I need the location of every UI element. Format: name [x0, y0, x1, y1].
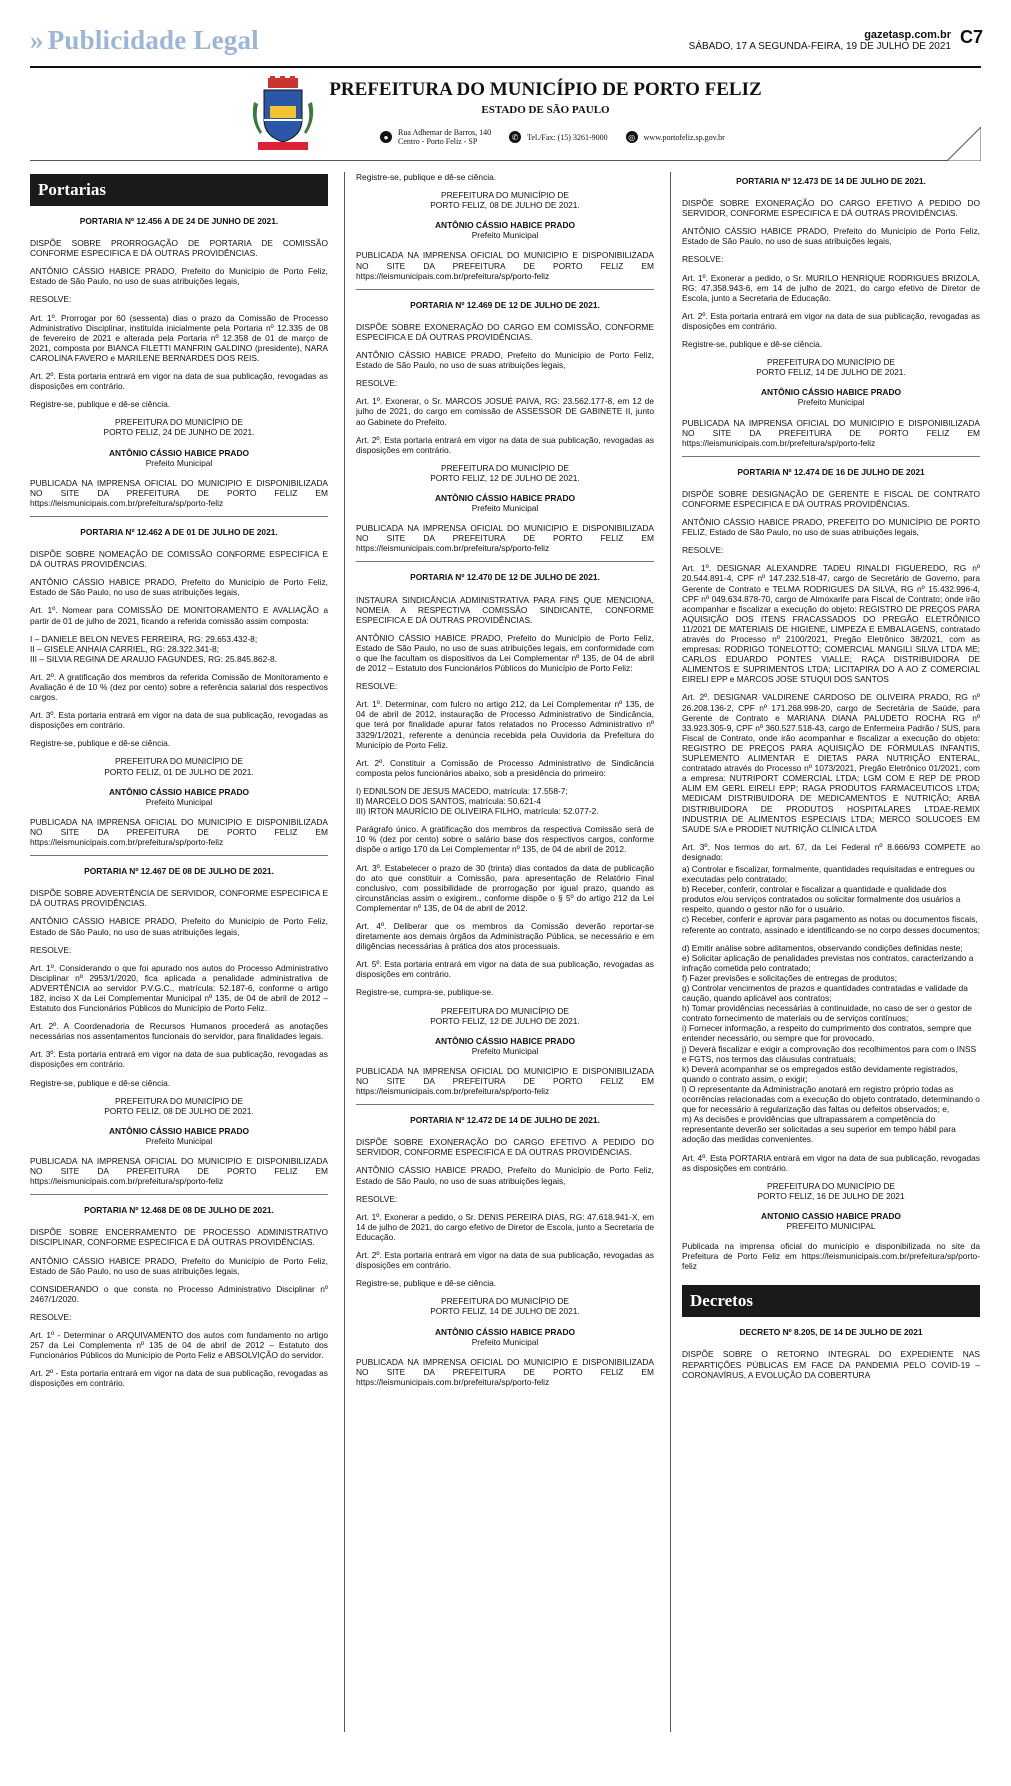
portaria-title: PORTARIA Nº 12.456 A DE 24 DE JUNHO DE 2021.: [79, 216, 279, 226]
portaria-ementa: DISPÕE SOBRE PRORROGAÇÃO DE PORTARIA DE COMISSÃO CONFORME ESPECIFICA E DÁ OUTRAS PROVIDÊNCIAS.: [30, 238, 328, 259]
paragraph: Parágrafo único. A gratificação dos membros da respectiva Comissão será de 10 % (dez por cento) sobre o salário base dos respectivos cargos, conforme dispõe o artigo 170 da Lei Complementar nº 135, de 04 de abril de 2012.: [356, 824, 654, 855]
register-line: Registre-se, publique e dê-se ciência.: [30, 738, 171, 749]
decreto-title: DECRETO Nº 8.205, DE 14 DE JULHO DE 2021: [739, 1327, 923, 1338]
issue-date: SÁBADO, 17 A SEGUNDA-FEIRA, 19 DE JULHO DE 2021: [688, 41, 951, 52]
member-list: [356, 786, 654, 816]
website-link[interactable]: www.portofeliz.sp.gov.br: [643, 132, 725, 142]
date-line: PORTO FELIZ, 12 DE JULHO DE 2021.: [430, 1015, 580, 1026]
separator: [30, 1194, 328, 1195]
decretos-heading-text: Decretos: [690, 1291, 753, 1311]
article: Art. 1º. Nomear para COMISSÃO DE MONITORAMENTO E AVALIAÇÃO a partir de 01 de julho de 2021, ficando a referida comissão assim composta:: [30, 605, 328, 626]
resolve-label: RESOLVE:: [30, 294, 72, 305]
decretos-heading: [682, 1285, 980, 1317]
article: Art. 1º. Prorrogar por 60 (sessenta) dias o prazo da Comissão de Processo Administrativo Disciplinar, instituída inicialmente pela Portaria nº 12.335 de 08 de fevereiro de 2021 e alterada pela Portaria nº 12.358 de 01 de março de 2021, composta por BIANCA FILETTI MANFRIN GALDINO (presidente), NARA CAROLINA FAVERO e MARILENE BERNARDES DOS REIS.: [30, 312, 328, 363]
globe-icon: ◎: [626, 131, 638, 143]
signer-name: ANTÔNIO CÁSSIO HABICE PRADO: [108, 786, 250, 797]
signer-role: Prefeito Municipal: [145, 796, 213, 807]
section-title: [30, 25, 259, 56]
portaria-title: PORTARIA Nº 12.472 DE 14 DE JULHO DE 2021.: [410, 1115, 600, 1126]
publish-note: PUBLICADA NA IMPRENSA OFICIAL DO MUNICIPIO E DISPONIBILIZADA NO SITE DA PREFEITURA DE PORTO FELIZ EM https://leismunicipais.com.br/prefeitura/sp/porto-feliz: [356, 1065, 654, 1097]
portaria-title: PORTARIA Nº 12.462 A DE 01 DE JULHO DE 2021.: [80, 526, 278, 537]
portarias-heading-text: Portarias: [38, 180, 106, 199]
considerando: CONSIDERANDO o que consta no Processo Administrativo Disciplinar nº 2467/1/2020.: [30, 1283, 328, 1304]
article: Art. 1º. DESIGNAR ALEXANDRE TADEU RINALDI FIGUEREDO, RG nº 20.544.891-4, CPF nº 147.232.518-47, cargo de Secretário de Governo, para Gerente de Contrato e TELMA RODRIGUES DA SILVA, RG nº 15.432.996-4, CPF nº 049.634.878-70, cargo de Almoxarife para Fiscal de Contrato; onde irão acompanhar e fiscalizar a execução do objeto: REGISTRO DE PREÇOS PARA AQUISIÇÃO DOS ITENS FRACASSADOS DO PREGÃO ELETRÔNICO 11/2021 DE MATERIAIS DE HIGIENE, LIMPEZA E EMBALAGENS, contratado através do Processo nº 2100/2021, Pregão Eletrônico 38/2021, com as empresas: RODRIGO TONELOTTO; COMERCIAL MANGILI SILVA LTDA ME; CARLOS EDUARDO PONTES VIALLE; RAÇA DISTRIBUIDORA DE ALIMENTOS E SUPRIMENTOS LTDA; LICITAPIRA DO A AO Z COMERCIAL EIRELI EPP e MARCOS JOSE STUQUI DOS SANTOS: [682, 563, 980, 685]
date-line: PORTO FELIZ, 08 DE JULHO DE 2021.: [104, 1105, 254, 1116]
portaria-title: PORTARIA Nº 12.467 DE 08 DE JULHO DE 2021.: [84, 866, 274, 877]
portaria-ementa: DISPÕE SOBRE NOMEAÇÃO DE COMISSÃO CONFORME ESPECIFICA E DÁ OUTRAS PROVIDÊNCIAS.: [30, 549, 328, 570]
publish-note: PUBLICADA NA IMPRENSA OFICIAL DO MUNICIPIO E DISPONIBILIZADA NO SITE DA PREFEITURA DE PORTO FELIZ EM https://leismunicipais.com.br/prefeitura/sp/porto-feliz: [682, 417, 980, 448]
list-item: e) Solicitar aplicação de penalidades previstas nos contratos, caracterizando a infração cometida pelo contratado;: [682, 952, 974, 973]
member-list: [30, 634, 328, 664]
portaria-intro: ANTÔNIO CÁSSIO HABICE PRADO, Prefeito do Município de Porto Feliz, Estado de São Paulo, no uso de suas atribuições legais,: [682, 226, 980, 247]
address-line-1: Rua Adhemar de Barros, 140: [398, 128, 492, 137]
column-3: [682, 172, 980, 1732]
article: Art. 1º. Considerando o que foi apurado nos autos do Processo Administrativo Disciplinar nº 2953/1/2020, fica aplicada a penalidade administrativa de ADVERTÊNCIA ao servidor P.V.G.C., matrícula: 52.187-6, conforme o artigo 182, inciso X da Lei Complementar Municipal nº 135, de 04 de abril de 2012 – Estatuto dos Funcionários Públicos do Município de Porto Feliz.: [30, 962, 328, 1014]
list-item: c) Receber, conferir e aprovar para pagamento as notas ou documentos fiscais, referente ao contrato, assinado e identificando-se no corpo desses documentos;: [682, 914, 980, 935]
list-item: h) Tomar providências necessárias à continuidade, no caso de ser o gestor de contrato fornecimento de materiais ou de serviços contínuos;: [682, 1003, 972, 1024]
page-number: C7: [959, 27, 983, 47]
register-line: Registre-se, cumpra-se, publique-se.: [356, 987, 494, 998]
separator: [30, 855, 328, 856]
portaria-title: PORTARIA Nº 12.473 DE 14 DE JULHO DE 2021.: [736, 176, 926, 186]
site-url[interactable]: gazetasp.com.br: [864, 29, 951, 41]
place-line: PREFEITURA DO MUNICÍPIO DE: [441, 190, 569, 201]
portaria-title: PORTARIA Nº 12.474 DE 16 DE JULHO DE 2021: [737, 466, 925, 477]
list-item: III – SILVIA REGINA DE ARAUJO FAGUNDES, RG: 25.845.862-8.: [30, 653, 278, 664]
page-header: [30, 25, 981, 65]
portaria-intro: ANTÔNIO CÁSSIO HABICE PRADO, Prefeito do Município de Porto Feliz, Estado de São Paulo, no uso de suas atribuições legais,: [356, 1165, 654, 1186]
article: Art. 2º. DESIGNAR VALDIRENE CARDOSO DE OLIVEIRA PRADO, RG nº 26.208.136-2, CPF nº 171.268.998-20, cargo de Secretária de Saúde, para Gerente de Contrato e MARIANA DIANA PALUDETO ROCHA RG nº 33.923.305-9, CPF nº 360.527.518-43, cargo de Enfermeira Padrão / SUS, para Fiscal de Contrato, onde irão acompanhar e fiscalizar a execução do objeto: REGISTRO DE PREÇOS PARA AQUISIÇÃO DE FÓRMULAS INFANTIS, SUPLEMENTO ALIMENTAR E DIETAS PARA NUTRIÇÃO ENTERAL, contratado através do Processo nº 1073/2021, Pregão Eletrônico 01/2021, com a empresa: NUTRIPORT COMERCIAL LTDA; LGM COM E REP DE PROD ALIM EM GERL EIRELI EPP; RAGA PRODUTOS FARMACEUTICOS LTDA; MEDICAM DISTRIBUIDORA DE MEDICAMENTOS E NUTRIÇÃO; ARBA DISTRIBUIDORA DE PRODUTOS HOSPITALARES LTDAE-REMIX INDUSTRIA DE ALIMENTOS ESPECIAIS LTDA; MERCO SOLUCOES EM SAUDE S/A e PRODIET NUTRIÇÃO CLÍNICA LTDA: [682, 692, 980, 834]
place-line: PREFEITURA DO MUNICÍPIO DE: [115, 1095, 243, 1106]
date-line: PORTO FELIZ, 14 DE JULHO DE 2021.: [430, 1306, 580, 1317]
publish-note: PUBLICADA NA IMPRENSA OFICIAL DO MUNICIPIO E DISPONIBILIZADA NO SITE DA PREFEITURA DE PORTO FELIZ EM https://leismunicipais.com.br/prefeitura/sp/porto-feliz: [356, 1356, 654, 1387]
list-item: m) As decisões e providências que ultrapassarem a competência do representante deverão ser solicitadas a seu superior em tempo hábil para adoção das medidas convenientes.: [682, 1114, 956, 1145]
publish-note: PUBLICADA NA IMPRENSA OFICIAL DO MUNICIPIO E DISPONIBILIZADA NO SITE DA PREFEITURA DE PORTO FELIZ EM https://leismunicipais.com.br/prefeitura/sp/porto-feliz: [356, 250, 654, 281]
portaria-intro: ANTÔNIO CÁSSIO HABICE PRADO, Prefeito do Município de Porto Feliz, Estado de São Paulo, no uso de suas atribuições legais,: [30, 916, 328, 937]
place-line: PREFEITURA DO MUNICÍPIO DE: [115, 756, 243, 767]
portaria-title: PORTARIA Nº 12.470 DE 12 DE JULHO DE 2021.: [410, 572, 600, 583]
duties-list: [682, 864, 980, 1145]
phone-text: Tel./Fax: (15) 3261-9000: [527, 132, 608, 142]
portaria-intro: ANTÔNIO CÁSSIO HABICE PRADO, Prefeito do Município de Porto Feliz, Estado de São Paulo, no uso de suas atribuições legais,: [356, 350, 654, 371]
column-divider: [344, 172, 345, 1732]
list-item: II) MARCELO DOS SANTOS, matrícula: 50.621-4: [356, 796, 542, 807]
place-line: PREFEITURA DO MUNICÍPIO DE: [441, 1005, 569, 1016]
article: Art. 5º. Esta portaria entrará em vigor na data de sua publicação, revogadas as disposições em contrário.: [356, 959, 654, 980]
resolve-label: RESOLVE:: [30, 944, 72, 955]
signer-role: Prefeito Municipal: [797, 397, 865, 408]
signer-name: ANTÔNIO CÁSSIO HABICE PRADO: [434, 1326, 576, 1337]
date-line: PORTO FELIZ, 16 DE JULHO DE 2021: [757, 1190, 905, 1201]
article: Art. 4º. Deliberar que os membros da Comissão deverão reportar-se diretamente aos demais órgãos da Administração Pública, se necessário e em diligências necessárias à prática dos atos processuais.: [356, 920, 654, 952]
prefeitura-banner: [30, 72, 981, 161]
date-line: PORTO FELIZ, 12 DE JULHO DE 2021.: [430, 472, 580, 483]
article: Art. 3º. Nos termos do art. 67, da Lei Federal nº 8.666/93 COMPETE ao designado:: [682, 841, 980, 862]
contact-bar: [380, 128, 725, 146]
portaria-intro: ANTÔNIO CÁSSIO HABICE PRADO, Prefeito do Município de Porto Feliz, Estado de São Paulo, no uso de suas atribuições legais, em conformidade com o que lhe facultam os dispositivos da Lei Complementar nº 135, de 04 de abril de 2012 – Estatuto dos Funcionários Públicos do Município de Porto Feliz:: [356, 632, 654, 674]
resolve-label: RESOLVE:: [356, 378, 398, 389]
resolve-label: RESOLVE:: [356, 681, 398, 692]
signer-name: ANTÔNIO CÁSSIO HABICE PRADO: [108, 447, 250, 458]
signer-name: ANTÔNIO CÁSSIO HABICE PRADO: [760, 387, 902, 398]
signer-role: Prefeito Municipal: [471, 1336, 539, 1347]
address-line-2: Centro - Porto Feliz - SP: [398, 137, 478, 146]
article: Art. 2º. A Coordenadoria de Recursos Humanos procederá as anotações necessárias nos assentamentos funcionais do servidor, para finalidades legais.: [30, 1021, 328, 1042]
article: Art. 1º. Exonerar, o Sr. MARCOS JOSUÉ PAIVA, RG: 23.562.177-8, em 12 de julho de 2021, do cargo em comissão de ASSESSOR DE GABINETE II, junto ao Gabinete do Prefeito.: [356, 396, 654, 427]
article: Art. 2º. Esta portaria entrará em vigor na data de sua publicação, revogadas as disposições em contrário.: [356, 1250, 654, 1271]
signer-role: Prefeito Municipal: [471, 503, 539, 514]
separator: [356, 561, 654, 562]
signer-role: Prefeito Municipal: [145, 457, 213, 468]
signer-role: Prefeito Municipal: [471, 1045, 539, 1056]
header-meta: [689, 29, 981, 53]
portaria-intro: ANTÔNIO CÁSSIO HABICE PRADO, Prefeito do Município de Porto Feliz, Estado de São Paulo, no uso de suas atribuições legais,: [30, 266, 328, 287]
address: [380, 128, 491, 146]
article: Art. 3º. Esta portaria entrará em vigor na data de sua publicação, revogadas as disposições em contrário.: [30, 1049, 328, 1070]
portarias-heading: [30, 174, 328, 206]
portaria-ementa: INSTAURA SINDICÂNCIA ADMINISTRATIVA PARA FINS QUE MENCIONA, NOMEIA A RESPECTIVA COMISSÃO SINDICANTE, CONFORME ESPECIFICA E DÁ OUTRAS PROVIDÊNCIAS.: [356, 594, 654, 625]
register-line: Registre-se, publique e dê-se ciência.: [30, 1077, 171, 1088]
place-line: PREFEITURA DO MUNICÍPIO DE: [441, 462, 569, 473]
column-2: [356, 172, 654, 1732]
article: Art. 4º. Esta PORTARIA entrará em vigor na data de sua publicação, revogadas as disposições em contrário.: [682, 1152, 980, 1173]
list-item: b) Receber, conferir, controlar e fiscalizar a quantidade e qualidade dos produtos e/ou serviços contratados ou solicitar formalmente dos usuários a respeito, quando o gestor não for o usuário.: [682, 884, 961, 915]
phone: [509, 131, 608, 143]
portaria-intro: ANTÔNIO CÁSSIO HABICE PRADO, Prefeito do Município de Porto Feliz, Estado de São Paulo, no uso de suas atribuições legais,: [30, 1255, 328, 1276]
article: Art. 2º. Esta portaria entrará em vigor na data de sua publicação, revogadas as disposições em contrário.: [30, 371, 328, 392]
separator: [356, 289, 654, 290]
signer-name: ANTÔNIO CÁSSIO HABICE PRADO: [434, 492, 576, 503]
double-chevron-icon: »: [30, 25, 44, 55]
portaria-ementa: DISPÕE SOBRE EXONERAÇÃO DO CARGO EFETIVO A PEDIDO DO SERVIDOR, CONFORME ESPECIFICA E DÁ OUTRAS PROVIDÊNCIAS.: [682, 198, 980, 219]
portaria-title: PORTARIA Nº 12.468 DE 08 DE JULHO DE 2021.: [84, 1205, 274, 1216]
list-item: j) Deverá fiscalizar e exigir a comprovação dos recolhimentos para com o INSS e FGTS, nos termos das cláusulas contratuais;: [682, 1043, 977, 1064]
article: Art. 2º. Constituir a Comissão de Processo Administrativo de Sindicância composta pelos funcionários abaixo, sob a presidência do primeiro:: [356, 757, 654, 778]
publish-note: PUBLICADA NA IMPRENSA OFICIAL DO MUNICIPIO E DISPONIBILIZADA NO SITE DA PREFEITURA DE PORTO FELIZ EM https://leismunicipais.com.br/prefeitura/sp/porto-feliz: [356, 523, 654, 554]
article: Art. 2º. Esta portaria entrará em vigor na data de sua publicação, revogadas as disposições em contrário.: [682, 310, 980, 331]
separator: [356, 1104, 654, 1105]
date-line: PORTO FELIZ, 24 DE JUNHO DE 2021.: [103, 427, 255, 438]
prefeitura-subtitle: ESTADO DE SÃO PAULO: [481, 104, 610, 116]
separator: [682, 456, 980, 457]
resolve-label: RESOLVE:: [682, 545, 724, 556]
resolve-label: RESOLVE:: [356, 1193, 398, 1204]
article: Art. 2º. Esta portaria entrará em vigor na data de sua publicação, revogadas as disposições em contrário.: [356, 434, 654, 455]
list-item: g) Controlar vencimentos de prazos e quantidades contratadas e validade da caução, quando aplicável aos contratos;: [682, 983, 968, 1004]
article: Art. 3º. Esta portaria entrará em vigor na data de sua publicação, revogadas as disposições em contrário.: [30, 710, 328, 731]
list-item: k) Deverá acompanhar se os empregados estão devidamente registrados, quando o contrato assim, o exigir;: [682, 1063, 958, 1084]
register-line: Registre-se, publique e dê-se ciência.: [30, 399, 171, 410]
portaria-ementa: DISPÕE SOBRE ENCERRAMENTO DE PROCESSO ADMINISTRATIVO DISCIPLINAR, CONFORME ESPECIFICA E DÁ OUTRAS PROVIDÊNCIAS.: [30, 1227, 328, 1248]
header-rule: [30, 66, 981, 68]
list-item: l) O representante da Administração anotará em registro próprio todas as ocorrências relacionadas com a execução do objeto contratado, determinando o que for necessário à regularização das faltas ou defeitos observados; e,: [682, 1083, 980, 1115]
portaria-ementa: DISPÕE SOBRE EXONERAÇÃO DO CARGO EFETIVO A PEDIDO DO SERVIDOR, CONFORME ESPECIFICA E DÁ OUTRAS PROVIDÊNCIAS.: [356, 1137, 654, 1158]
publish-note: PUBLICADA NA IMPRENSA OFICIAL DO MUNICIPIO E DISPONIBILIZADA NO SITE DA PREFEITURA DE PORTO FELIZ EM https://leismunicipais.com.br/prefeitura/sp/porto-feliz: [30, 477, 328, 508]
publish-note: PUBLICADA NA IMPRENSA OFICIAL DO MUNICIPIO E DISPONIBILIZADA NO SITE DA PREFEITURA DE PORTO FELIZ EM https://leismunicipais.com.br/prefeitura/sp/porto-feliz: [30, 1156, 328, 1187]
signer-name: ANTÔNIO CÁSSIO HABICE PRADO: [434, 220, 576, 231]
portaria-ementa: DISPÕE SOBRE ADVERTÊNCIA DE SERVIDOR, CONFORME ESPECIFICA E DÁ OUTRAS PROVIDÊNCIAS.: [30, 888, 328, 909]
article: Art. 1º. Exonerar a pedido, o Sr. DENIS PEREIRA DIAS, RG: 47.618.941-X, em 14 de julho de 2021, do cargo efetivo de Diretor de Escola, junto a Secretaria de Educação.: [356, 1211, 654, 1242]
place-line: PREFEITURA DO MUNICÍPIO DE: [767, 1180, 895, 1191]
resolve-label: RESOLVE:: [30, 1311, 72, 1322]
article: Art. 1º - Determinar o ARQUIVAMENTO dos autos com fundamento no artigo 257 da Lei Complementa nº 135 de 04 de abril de 2012 – Estatuto dos Funcionários Públicos do Município de Porto Feliz e ABSOLVIÇÃO do servidor.: [30, 1330, 328, 1361]
list-item: i) Fornecer informação, a respeito do cumprimento dos contratos, sempre que entender necessário, ou sempre que for provocado.: [682, 1023, 972, 1044]
list-item: III) IRTON MAURÍCIO DE OLIVEIRA FILHO, matrícula: 52.077-2.: [356, 806, 599, 817]
portaria-intro: ANTÔNIO CÁSSIO HABICE PRADO, PREFEITO DO MUNICÍPIO DE PORTO FELIZ, Estado de São Paulo, no uso de suas atribuições legais,: [682, 517, 980, 538]
signer-role: Prefeito Municipal: [145, 1135, 213, 1146]
article: Art. 1º. Determinar, com fulcro no artigo 212, da Lei Complementar nº 135, de 04 de abril de 2012, instauração de Processo Administrativo de Sindicância, que terá por finalidade apurar fatos relatados no Processo Administrativo nº 3329/1/2021, referente a denúncia recebida pela Ouvidoria da Prefeitura do Município de Porto Feliz.: [356, 699, 654, 750]
phone-icon: ✆: [509, 131, 521, 143]
prefeitura-title: PREFEITURA DO MUNICÍPIO DE PORTO FELIZ: [329, 79, 762, 100]
list-item: f) Fazer previsões e solicitações de entregas de produtos;: [682, 972, 898, 983]
publish-note: Publicada na imprensa oficial do município e disponibilizada no site da Prefeitura de Porto Feliz em https://leismunicipais.com.br/prefeitura/sp/porto-feliz: [682, 1241, 980, 1272]
signer-name: ANTONIO CASSIO HABICE PRADO: [761, 1210, 901, 1221]
website[interactable]: [626, 131, 725, 143]
separator: [30, 516, 328, 517]
date-line: PORTO FELIZ, 14 DE JULHO DE 2021.: [756, 367, 906, 378]
article: Art. 2º - Esta portaria entrará em vigor na data de sua publicação, revogadas as disposições em contrário.: [30, 1368, 328, 1389]
article: Art. 3º. Estabelecer o prazo de 30 (trinta) dias contados da data de publicação do ato que constituir a Comissão, para apresentação de Relatório Final conclusivo, com possibilidade de prorrogação por igual prazo, quando as circunstâncias assim o exigirem., conforme dispõe o § 5º do artigo 212 da Lei Complementar nº 135, de 04 de abril de 2012.: [356, 862, 654, 913]
page-fold-corner: [947, 127, 981, 161]
register-line: Registre-se, publique e dê-se ciência.: [356, 1278, 497, 1289]
signer-name: ANTÔNIO CÁSSIO HABICE PRADO: [434, 1035, 576, 1046]
list-item: d) Emitir análise sobre aditamentos, observando condições definidas neste;: [682, 942, 963, 953]
section-title-text: Publicidade Legal: [47, 25, 259, 55]
portaria-intro: ANTÔNIO CÁSSIO HABICE PRADO, Prefeito do Município de Porto Feliz, Estado de São Paulo, no uso de suas atribuições legais,: [30, 577, 328, 598]
column-1: [30, 172, 328, 1732]
place-line: PREFEITURA DO MUNICÍPIO DE: [115, 417, 243, 428]
location-pin-icon: ●: [380, 131, 392, 143]
date-line: PORTO FELIZ, 08 DE JULHO DE 2021.: [430, 200, 580, 211]
portaria-ementa: DISPÕE SOBRE EXONERAÇÃO DO CARGO EM COMISSÃO, CONFORME ESPECIFICA E DÁ OUTRAS PROVIDÊNCIAS.: [356, 321, 654, 342]
signer-role: PREFEITO MUNICIPAL: [786, 1220, 876, 1231]
publish-note: PUBLICADA NA IMPRENSA OFICIAL DO MUNICIPIO E DISPONIBILIZADA NO SITE DA PREFEITURA DE PORTO FELIZ EM https://leismunicipais.com.br/prefeitura/sp/porto-feliz: [30, 816, 328, 848]
portaria-ementa: DISPÕE SOBRE DESIGNAÇÃO DE GERENTE E FISCAL DE CONTRATO CONFORME ESPECIFICA E DÁ OUTRAS PROVIDÊNCIAS.: [682, 488, 980, 509]
signer-role: Prefeito Municipal: [471, 230, 539, 241]
list-item: I) EDNILSON DE JESUS MACEDO, matrícula: 17.558-7;: [356, 785, 568, 796]
register-line: Registre-se, publique e dê-se ciência.: [682, 339, 823, 350]
article: Art. 2º. A gratificação dos membros da referida Comissão de Monitoramento e Avaliação é de 10 % (dez por cento) sobre a referência salarial dos respectivos cargos.: [30, 671, 328, 703]
list-item: II – GISELE ANHAIA CARRIEL, RG: 28.322.341-8;: [30, 643, 219, 654]
date-line: PORTO FELIZ, 01 DE JULHO DE 2021.: [104, 766, 254, 777]
list-item: a) Controlar e fiscalizar, formalmente, quantidades requisitadas e entregues ou executadas pelo contratado;: [682, 863, 975, 885]
place-line: PREFEITURA DO MUNICÍPIO DE: [441, 1296, 569, 1307]
decreto-ementa: DISPÕE SOBRE O RETORNO INTEGRAL DO EXPEDIENTE NAS REPARTIÇÕES PÚBLICAS EM FACE DA PANDEMIA PELO COVID-19 – CORONAVÍRUS, A EVOLUÇÃO DA COBERTURA: [682, 1349, 980, 1380]
resolve-label: RESOLVE:: [682, 254, 724, 265]
register-line: Registre-se, publique e dê-se ciência.: [356, 172, 497, 182]
list-item: I – DANIELE BELON NEVES FERREIRA, RG: 29.653.432-8;: [30, 633, 258, 644]
article: Art. 1º. Exonerar a pedido, o Sr. MURILO HENRIQUE RODRIGUES BRIZOLA, RG: 47.358.943-6, em 14 de julho de 2021, do cargo efetivo de Diretor de Escola, junto a Secretaria de Educação.: [682, 272, 980, 303]
column-divider: [670, 172, 671, 1732]
place-line: PREFEITURA DO MUNICÍPIO DE: [767, 357, 895, 368]
portaria-title: PORTARIA Nº 12.469 DE 12 DE JULHO DE 2021.: [410, 299, 600, 310]
signer-name: ANTÔNIO CÁSSIO HABICE PRADO: [108, 1125, 250, 1136]
